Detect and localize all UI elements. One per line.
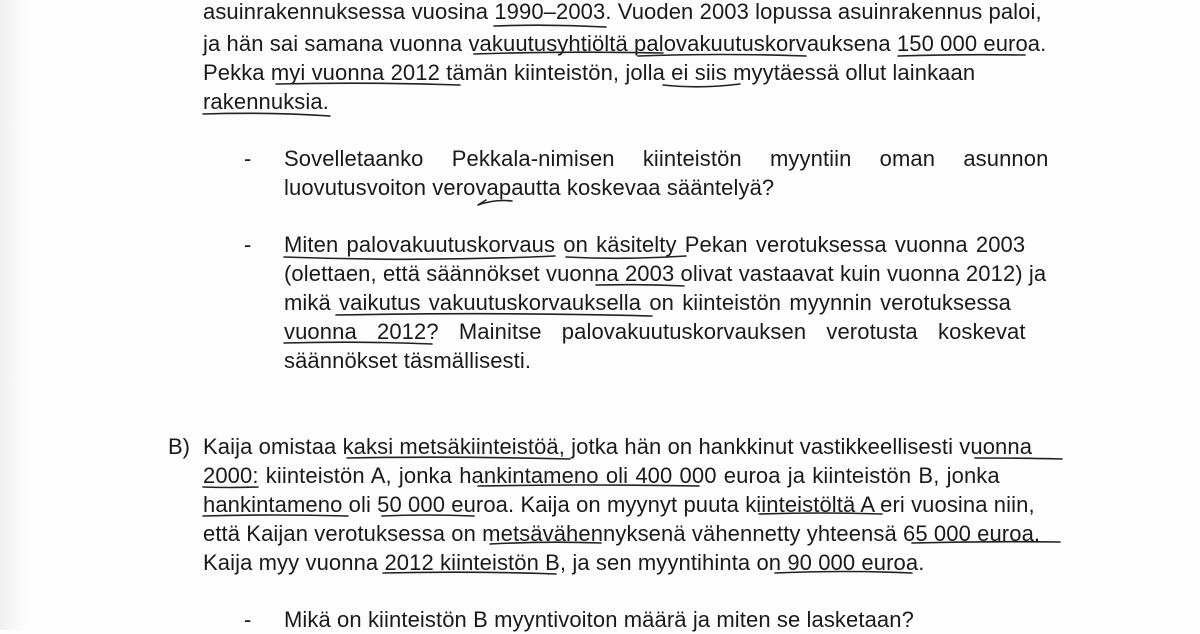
section-b-line: Kaija omistaa kaksi metsäkiinteistöä, jotka hän on hankkinut vastikkeellisesti vuonna: [203, 434, 1033, 459]
intro-line: Pekka myi vuonna 2012 tämän kiinteistön, jolla ei siis myytäessä ollut lainkaan: [203, 60, 976, 85]
section-b-line: 2000: kiinteistön A, jonka hankintameno oli 400 000 euroa ja kiinteistön B, jonka: [203, 463, 1000, 488]
section-b-line: että Kaijan verotuksessa on metsävähennyksenä vähennetty yhteensä 65 000 euroa.: [203, 521, 1041, 546]
question-2-line: Miten palovakuutuskorvaus on käsitelty Pekan verotuksessa vuonna 2003: [284, 232, 1026, 257]
intro-line: asuinrakennuksessa vuosina 1990–2003. Vuoden 2003 lopussa asuinrakennus paloi,: [203, 0, 1042, 24]
scan-edge-shadow: [0, 0, 28, 630]
intro-line: rakennuksia.: [203, 89, 329, 114]
intro-line: ja hän sai samana vuonna vakuutusyhtiöltä palovakuutuskorvauksena 150 000 euroa.: [203, 31, 1047, 56]
bullet-dash: -: [244, 607, 252, 632]
question-1-line: luovutusvoiton verovapautta koskevaa sääntelyä?: [284, 175, 775, 200]
section-b-line: Kaija myy vuonna 2012 kiinteistön B, ja sen myyntihinta on 90 000 euroa.: [203, 550, 925, 575]
section-b-label: B): [168, 434, 190, 459]
section-b-line: hankintameno oli 50 000 euroa. Kaija on myynyt puuta kiinteistöltä A eri vuosina niin,: [203, 492, 1035, 517]
bullet-dash: -: [244, 232, 252, 257]
question-1-line: Sovelletaanko Pekkala-nimisen kiinteistön myyntiin oman asunnon: [284, 146, 1049, 171]
question-2-line: mikä vaikutus vakuutuskorvauksella on kiinteistön myynnin verotuksessa: [284, 290, 1011, 315]
bullet-dash: -: [244, 146, 252, 171]
question-2-line: vuonna 2012? Mainitse palovakuutuskorvauksen verotusta koskevat: [284, 319, 1026, 344]
question-3-line: Mikä on kiinteistön B myyntivoiton määrä ja miten se lasketaan?: [284, 607, 914, 632]
question-2-line: säännökset täsmällisesti.: [284, 348, 532, 373]
question-2-line: (olettaen, että säännökset vuonna 2003 olivat vastaavat kuin vuonna 2012) ja: [284, 261, 1047, 286]
